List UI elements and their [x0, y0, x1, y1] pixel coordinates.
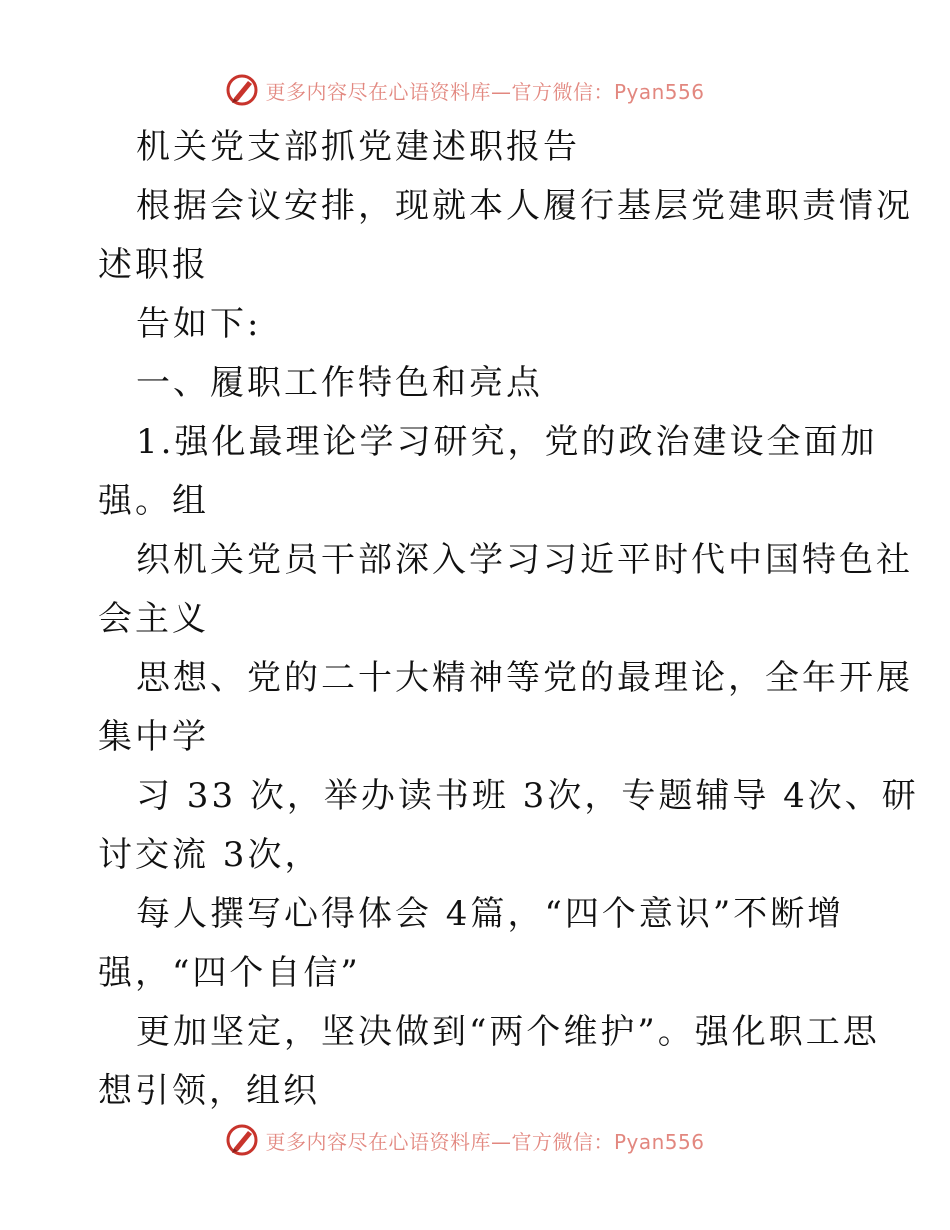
paragraph-line: 更加坚定，坚决做到“两个维护”。强化职工思: [136, 1012, 880, 1052]
paragraph-line: 思想、党的二十大精神等党的最理论，全年开展: [136, 658, 913, 698]
paragraph-line: 想引领，组织: [98, 1071, 320, 1111]
paragraph-line: 1.强化最理论学习研究，党的政治建设全面加: [136, 422, 878, 462]
paragraph-line: 强，“四个自信”: [98, 953, 361, 993]
paragraph-line: 每人撰写心得体会 4篇，“四个意识”不断增: [136, 894, 845, 934]
watermark-text: 更多内容尽在心语资料库—官方微信：Pyan556: [265, 1129, 705, 1154]
document-body: [98, 118, 919, 1121]
pen-logo-icon: [225, 1123, 259, 1157]
paragraph-line: 告如下:: [136, 304, 262, 344]
paragraph-line: 集中学: [98, 717, 209, 757]
paragraph-line: 根据会议安排，现就本人履行基层党建职责情况: [136, 186, 913, 226]
pen-logo-icon: [225, 73, 259, 107]
watermark-group: [225, 73, 704, 107]
paragraph-line: 强。组: [98, 481, 209, 521]
paragraph-line: 会主义: [98, 599, 209, 639]
footer-watermark: [0, 1120, 950, 1160]
header-watermark: [0, 70, 950, 110]
section-heading: 一、履职工作特色和亮点: [136, 363, 543, 403]
paragraph-line: 讨交流 3次，: [98, 835, 322, 875]
paragraph-line: 织机关党员干部深入学习习近平时代中国特色社: [136, 540, 913, 580]
watermark-text: 更多内容尽在心语资料库—官方微信：Pyan556: [265, 79, 705, 104]
watermark-group: [225, 1123, 704, 1157]
document-title: 机关党支部抓党建述职报告: [136, 127, 580, 167]
paragraph-line: 习 33 次，举办读书班 3次，专题辅导 4次、研: [136, 776, 919, 816]
paragraph-line: 述职报: [98, 245, 209, 285]
